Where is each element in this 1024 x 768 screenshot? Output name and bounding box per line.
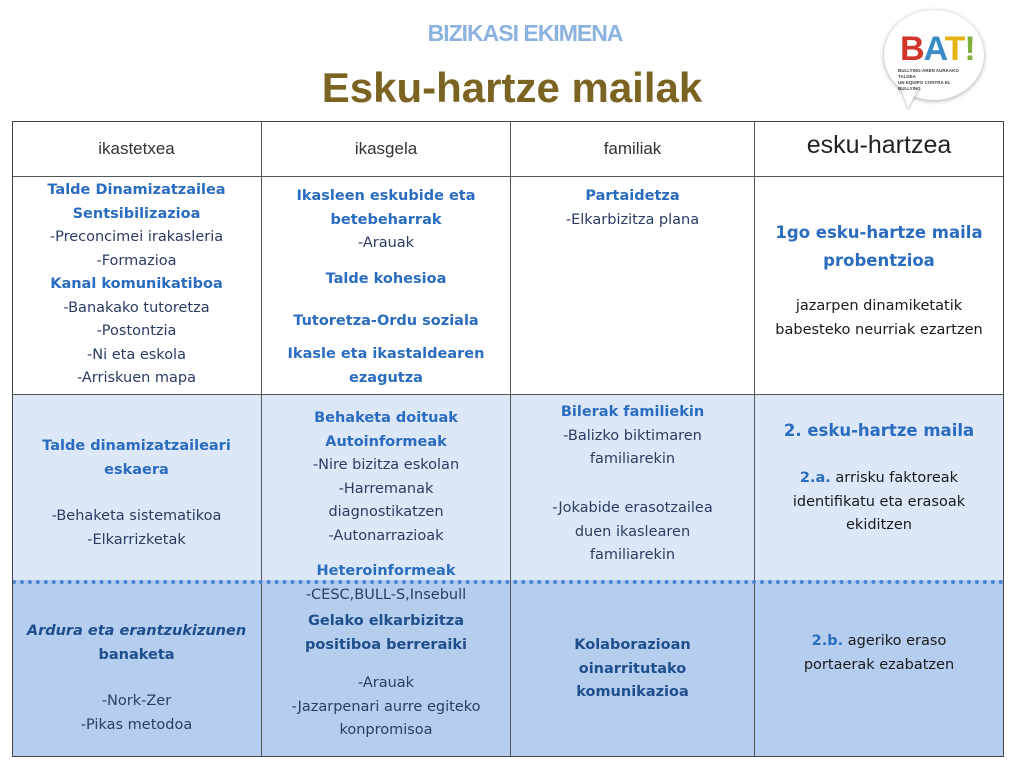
- r2-level2-title: 2. esku-hartze maila: [783, 421, 975, 440]
- level-separator-dotted-line: [12, 580, 1004, 584]
- r3-ikastetxea-h1a: Ardura eta erantzukizunen: [26, 623, 247, 639]
- r2-level2a-line2: identifikatu eta erasoak: [792, 493, 966, 510]
- cell-r2-ikastetxea: [12, 395, 262, 580]
- logo-tagline: [898, 68, 972, 92]
- r1-level1-title: 1go esku-hartze maila: [775, 223, 983, 242]
- r2-familiak-i2: familiarekin: [589, 451, 676, 467]
- logo-letter-b: B: [900, 30, 924, 68]
- r2-ikasgela-i5: -CESC,BULL-S,Insebull: [305, 586, 467, 603]
- r2-familiak-i1: -Balizko biktimaren: [563, 427, 702, 444]
- r2-level2a-line1: [755, 467, 1003, 491]
- r1-level1-desc-1: jazarpen dinamiketatik: [795, 298, 963, 314]
- r2-ikasgela-h2: Autoinformeak: [325, 433, 447, 450]
- col-header-ikastetxea: ikastetxea: [12, 121, 262, 177]
- r2-ikasgela-i1: -Nire bizitza eskolan: [312, 457, 460, 473]
- cell-r2-ikasgela: [262, 395, 511, 580]
- r2-ikasgela-h3: Heteroinformeak: [316, 563, 456, 579]
- cell-r3-familiak: [511, 580, 755, 757]
- cell-r3-ikasgela: [262, 563, 511, 757]
- logo-letters: [900, 32, 975, 66]
- r2-ikasgela-i2: -Harremanak: [338, 480, 434, 497]
- r1-level1-desc-2: babesteko neurriak ezartzen: [775, 321, 983, 338]
- r3-ikastetxea-i2: -Pikas metodoa: [80, 716, 193, 733]
- cell-r1-ikastetxea: [12, 177, 262, 395]
- r2-familiak-i3: -Jokabide erasotzailea: [552, 500, 713, 516]
- r3-ikasgela-i2: -Jazarpenari aurre egiteko: [291, 698, 481, 715]
- cell-r1-familiak: [511, 177, 755, 395]
- r1-familiak-i1: -Elkarbizitza plana: [565, 211, 700, 228]
- r2-ikastetxea-h1b: eskaera: [104, 461, 169, 478]
- r2-ikastetxea-h1a: Talde dinamizatzaileari: [42, 438, 231, 454]
- r2-familiak-i4: duen ikaslearen: [574, 523, 691, 540]
- r1-ikasgela-h3: Tutoretza-Ordu soziala: [293, 313, 479, 329]
- logo-letter-exclaim: !: [964, 30, 975, 68]
- r1-ikastetxea-i2: -Formazioa: [96, 252, 177, 269]
- r2-level2a-line3: ekiditzen: [846, 517, 912, 533]
- r3-level2b-text: ageriko eraso: [843, 633, 947, 649]
- r3-familiak-h1a: Kolaborazioan: [574, 637, 691, 653]
- r1-ikastetxea-i3: -Banakako tutoretza: [63, 299, 210, 316]
- page-title: Esku-hartze mailak: [321, 64, 703, 111]
- r1-ikastetxea-h1: Talde Dinamizatzailea: [47, 182, 226, 198]
- r2-ikastetxea-i1: -Behaketa sistematikoa: [51, 508, 222, 524]
- r1-ikastetxea-i6: -Arriskuen mapa: [76, 370, 197, 386]
- r1-ikasgela-h2: Talde kohesioa: [325, 271, 447, 287]
- r1-ikasgela-h1a: Ikasleen eskubide eta: [296, 188, 476, 204]
- logo-letter-t: T: [944, 30, 965, 68]
- bat-logo: [884, 10, 984, 110]
- logo-tagline-1: BULLYING-AREN AURKAKO TALDEA: [898, 68, 959, 79]
- col-header-familiak: familiak: [511, 121, 755, 177]
- r3-level2b-line1: [755, 630, 1003, 654]
- r1-ikastetxea-h3: Kanal komunikatiboa: [50, 276, 223, 292]
- r2-ikasgela-i3: diagnostikatzen: [328, 504, 444, 520]
- r3-ikastetxea-i1: -Nork-Zer: [101, 693, 172, 709]
- r1-ikastetxea-i5: -Ni eta eskola: [87, 346, 186, 363]
- r3-familiak-h1c: komunikazioa: [576, 684, 689, 700]
- r1-ikastetxea-h2: Sentsibilizazioa: [72, 205, 201, 222]
- r2-ikasgela-h1: Behaketa doituak: [314, 410, 458, 426]
- r2-level2a-label: 2.a.: [799, 470, 831, 486]
- r3-ikasgela-i3: konpromisoa: [339, 722, 433, 738]
- cell-r3-ikastetxea: [12, 580, 262, 757]
- r3-level2b-line2: portaerak ezabatzen: [803, 656, 955, 673]
- r1-level1-subtitle: probentzioa: [823, 251, 935, 270]
- r3-ikasgela-i1: -Arauak: [357, 675, 415, 691]
- cell-r2-eskuhartzea: [755, 395, 1004, 580]
- logo-letter-a: A: [923, 30, 945, 68]
- intervention-levels-table: [12, 121, 1004, 757]
- r1-ikasgela-h4b: ezagutza: [349, 369, 423, 386]
- r1-ikastetxea-i1: -Preconcimei irakasleria: [49, 229, 224, 245]
- cell-r3-eskuhartzea: [755, 580, 1004, 757]
- r1-familiak-h1: Partaidetza: [585, 188, 680, 204]
- r3-familiak-h1b: oinarritutako: [578, 660, 687, 677]
- r2-familiak-i5: familiarekin: [589, 547, 676, 563]
- r2-ikastetxea-i2: -Elkarrizketak: [87, 531, 186, 548]
- col-header-eskuhartzea: esku-hartzea: [755, 121, 1004, 177]
- r2-ikasgela-i4: -Autonarrazioak: [328, 527, 444, 544]
- r3-ikasgela-h1b: positiboa berreraiki: [305, 636, 467, 653]
- r3-ikasgela-h1a: Gelako elkarbizitza: [307, 613, 465, 629]
- r3-ikastetxea-h1b: banaketa: [98, 646, 175, 663]
- r3-level2b-label: 2.b.: [811, 633, 844, 649]
- initiative-subtitle: BIZIKASI EKIMENA: [427, 20, 623, 46]
- cell-r1-ikasgela: [262, 177, 511, 395]
- cell-r2-familiak: [511, 395, 755, 580]
- col-header-ikasgela: ikasgela: [262, 121, 511, 177]
- r2-familiak-h1: Bilerak familiekin: [560, 404, 705, 420]
- r1-ikastetxea-i4: -Postontzia: [96, 323, 177, 339]
- cell-r1-eskuhartzea: [755, 177, 1004, 395]
- r1-ikasgela-h4a: Ikasle eta ikastaldearen: [287, 346, 485, 362]
- logo-tagline-2: UN EQUIPO CONTRA EL BULLYING: [898, 80, 951, 91]
- r1-ikasgela-h1b: betebeharrak: [330, 211, 442, 228]
- r2-level2a-text: arrisku faktoreak: [830, 470, 959, 486]
- r1-ikasgela-i1: -Arauak: [357, 235, 415, 251]
